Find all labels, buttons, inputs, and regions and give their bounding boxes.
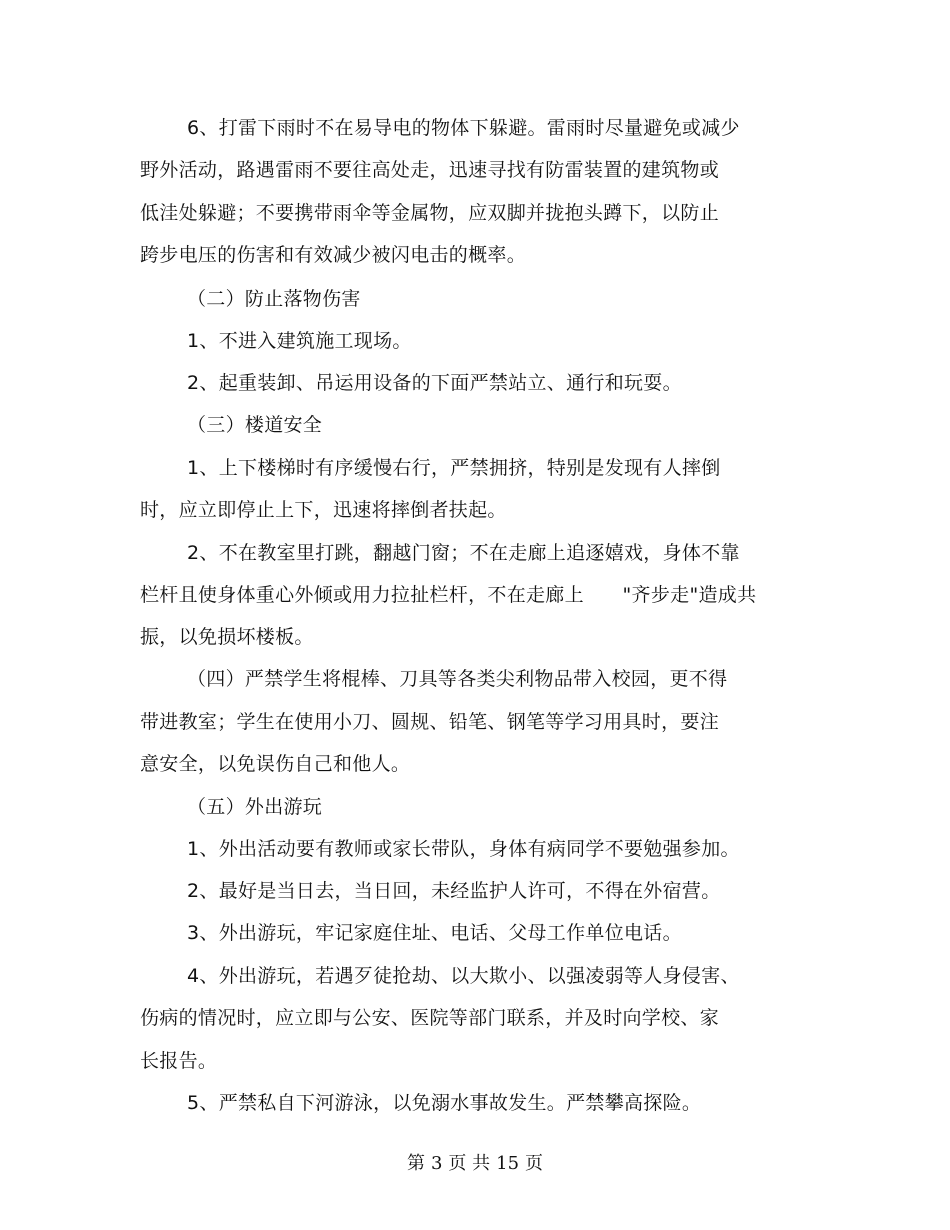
section-heading: （二）防止落物伤害 [187, 288, 361, 310]
section-heading: （四）严禁学生将棍棒、刀具等各类尖利物品带入校园，更不得 [187, 668, 728, 690]
paragraph-line: 时，应立即停止上下，迅速将摔倒者扶起。 [140, 499, 507, 521]
paragraph-line: 2、最好是当日去，当日回，未经监护人许可，不得在外宿营。 [187, 880, 721, 902]
paragraph-line: 2、不在教室里打跳，翻越门窗；不在走廊上追逐嬉戏，身体不靠 [187, 542, 740, 564]
paragraph-line: 低洼处躲避；不要携带雨伞等金属物，应双脚并拢抱头蹲下，以防止 [140, 202, 720, 224]
paragraph-line: 5、严禁私自下河游泳，以免溺水事故发生。严禁攀高探险。 [187, 1092, 702, 1114]
paragraph-line: 野外活动，路遇雷雨不要往高处走，迅速寻找有防雷装置的建筑物或 [140, 159, 720, 181]
paragraph-line: 栏杆且使身体重心外倾或用力拉扯栏杆，不在走廊上 "齐步走"造成共 [140, 584, 757, 606]
paragraph-line: 伤病的情况时，应立即与公安、医院等部门联系，并及时向学校、家 [140, 1007, 720, 1029]
total-pages: 15 [496, 1153, 520, 1174]
paragraph-line: 带进教室；学生在使用小刀、圆规、铅笔、钢笔等学习用具时，要注 [140, 711, 720, 733]
footer-middle: 页 共 [448, 1153, 491, 1174]
paragraph-line: 跨步电压的伤害和有效减少被闪电击的概率。 [140, 244, 527, 266]
section-heading: （三）楼道安全 [187, 414, 323, 436]
footer-prefix: 第 [406, 1153, 425, 1174]
page-footer [0, 1152, 950, 1176]
paragraph-line: 1、上下楼梯时有序缓慢右行，严禁拥挤，特别是发现有人摔倒 [187, 457, 721, 479]
paragraph-line: 1、不进入建筑施工现场。 [187, 330, 412, 352]
paragraph-line: 2、起重装卸、吊运用设备的下面严禁站立、通行和玩耍。 [187, 372, 682, 394]
page-number: 3 [430, 1153, 443, 1174]
paragraph-line: 长报告。 [140, 1050, 218, 1072]
section-heading: （五）外出游玩 [187, 796, 323, 818]
paragraph-line: 3、外出游玩，牢记家庭住址、电话、父母工作单位电话。 [187, 922, 682, 944]
paragraph-line: 意安全，以免误伤自己和他人。 [140, 753, 411, 775]
paragraph-line: 1、外出活动要有教师或家长带队，身体有病同学不要勉强参加。 [187, 838, 740, 860]
paragraph-line: 振，以免损坏楼板。 [140, 626, 314, 648]
paragraph-line: 4、外出游玩，若遇歹徒抢劫、以大欺小、以强凌弱等人身侵害、 [187, 965, 740, 987]
footer-suffix: 页 [525, 1153, 544, 1174]
paragraph-line: 6、打雷下雨时不在易导电的物体下躲避。雷雨时尽量避免或减少 [187, 117, 740, 139]
